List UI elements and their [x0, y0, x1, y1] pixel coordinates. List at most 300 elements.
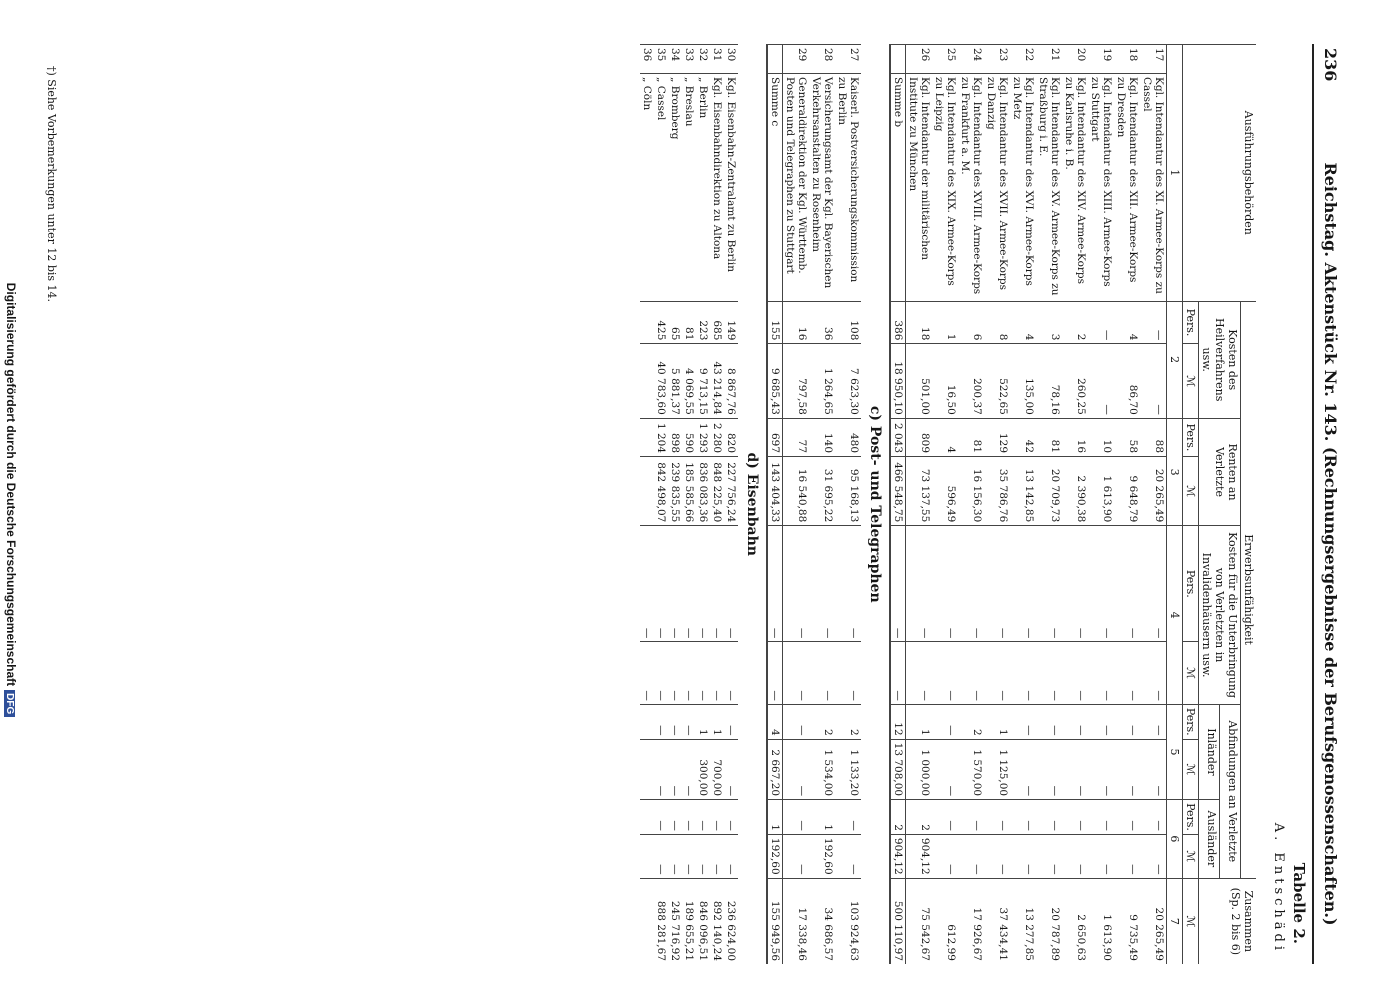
- column-number: 1: [1167, 45, 1183, 302]
- cell-p2: 2: [1062, 301, 1088, 344]
- cell-p3: [640, 418, 654, 456]
- col-header-group: Erwerbsunfähigkeit: [1241, 301, 1257, 878]
- cell-p6: —: [835, 800, 861, 835]
- cell-m3: 9 648,79: [1114, 457, 1140, 526]
- cell-m6: —: [1010, 834, 1036, 878]
- cell-p3: 2 280: [710, 418, 724, 456]
- cell-p6: —: [1062, 800, 1088, 835]
- row-number: 20: [1062, 45, 1088, 74]
- col-header-authority: Ausführungsbehörden: [1183, 45, 1257, 302]
- cell-m7: 846 096,51: [696, 878, 710, 964]
- cell-m4: —: [767, 642, 783, 705]
- cell-m4: —: [724, 642, 738, 705]
- cell-p2: 425: [654, 301, 668, 344]
- cell-m7: 9 735,49: [1114, 878, 1140, 964]
- cell-m3: 16 156,30: [958, 457, 984, 526]
- cell-p5: —: [668, 704, 682, 739]
- cell-m7: 103 924,63: [835, 878, 861, 964]
- cell-m6: —: [835, 834, 861, 878]
- authority-name: Versicherungsamt der Kgl. Bayerischen Verkehrsanstalten zu Rosenheim: [809, 74, 835, 302]
- sum-row: [767, 45, 783, 965]
- row-number: [890, 45, 906, 74]
- cell-m6: —: [1088, 834, 1114, 878]
- cell-p4: —: [724, 526, 738, 642]
- table-row: [1088, 45, 1114, 965]
- cell-p3: 2 043: [890, 418, 906, 456]
- row-number: 32: [696, 45, 710, 74]
- cell-m6: —: [783, 834, 810, 878]
- table-row: [984, 45, 1010, 965]
- authority-name: „ Cöln: [640, 74, 654, 302]
- table-row: [783, 45, 810, 965]
- page-number: 236: [1321, 48, 1340, 82]
- cell-m7: 892 140,24: [710, 878, 724, 964]
- cell-m2: 5 881,37: [668, 344, 682, 418]
- cell-m4: —: [906, 642, 933, 705]
- cell-p6: —: [654, 800, 668, 835]
- cell-p3: 140: [809, 418, 835, 456]
- cell-p6: —: [1114, 800, 1140, 835]
- cell-p2: [640, 301, 654, 344]
- row-number: 23: [984, 45, 1010, 74]
- cell-p5: —: [1036, 704, 1062, 739]
- cell-p2: 3: [1036, 301, 1062, 344]
- cell-m5: 1 534,00: [809, 739, 835, 799]
- cell-p4: —: [1114, 526, 1140, 642]
- cell-m2: 4 069,55: [682, 344, 696, 418]
- authority-name: „ Bromberg: [668, 74, 682, 302]
- table-label: Tabelle 2.: [1290, 862, 1308, 944]
- cell-p4: —: [984, 526, 1010, 642]
- row-number: 24: [958, 45, 984, 74]
- cell-m6: 192,60: [767, 834, 783, 878]
- row-number: 33: [682, 45, 696, 74]
- row-number: 28: [809, 45, 835, 74]
- cell-m6: —: [724, 834, 738, 878]
- table-row: [958, 45, 984, 965]
- cell-p4: —: [1062, 526, 1088, 642]
- row-number: 36: [640, 45, 654, 74]
- column-number: 5: [1167, 704, 1183, 799]
- cell-m6: 904,12: [906, 834, 933, 878]
- cell-m4: —: [668, 642, 682, 705]
- cell-m6: —: [958, 834, 984, 878]
- cell-p2: 155: [767, 301, 783, 344]
- table-row: [710, 45, 724, 965]
- rotated-page: [28, 44, 1348, 964]
- cell-m2: —: [1140, 344, 1167, 418]
- cell-p3: 42: [1010, 418, 1036, 456]
- section-label: A. Entschädi: [1271, 822, 1286, 954]
- cell-p5: —: [932, 704, 958, 739]
- col-header-auslaender: Ausländer: [1199, 800, 1220, 879]
- row-number: 26: [906, 45, 933, 74]
- table-row: [1010, 45, 1036, 965]
- cell-m3: 227 756,24: [724, 457, 738, 526]
- cell-m2: 8 867,76: [724, 344, 738, 418]
- cell-m3: [640, 457, 654, 526]
- cell-m3: 239 835,55: [668, 457, 682, 526]
- authority-name: Kgl. Intendantur des XIX. Armee-Korps zu Leipzig: [932, 74, 958, 302]
- cell-p5: 2: [958, 704, 984, 739]
- cell-p2: 36: [809, 301, 835, 344]
- cell-p3: 898: [668, 418, 682, 456]
- cell-p6: —: [724, 800, 738, 835]
- unit-pers: Pers.: [1183, 704, 1199, 739]
- cell-p3: 88: [1140, 418, 1167, 456]
- cell-p2: —: [1140, 301, 1167, 344]
- cell-p4: —: [682, 526, 696, 642]
- authority-name: „ Cassel: [654, 74, 668, 302]
- cell-m4: —: [1010, 642, 1036, 705]
- cell-m6: —: [668, 834, 682, 878]
- cell-p4: —: [1010, 526, 1036, 642]
- col-header-total: Zusammen (Sp. 2 bis 6): [1199, 878, 1257, 964]
- cell-p5: —: [1114, 704, 1140, 739]
- cell-p4: —: [767, 526, 783, 642]
- cell-p6: —: [932, 800, 958, 835]
- cell-m4: —: [710, 642, 724, 705]
- cell-p5: 1: [696, 704, 710, 739]
- cell-m4: —: [1088, 642, 1114, 705]
- unit-mark: ℳ: [1183, 878, 1199, 964]
- cell-p5: —: [783, 704, 810, 739]
- cell-m3: 35 786,76: [984, 457, 1010, 526]
- authority-name: Summe c: [767, 74, 783, 302]
- cell-m2: 43 214,84: [710, 344, 724, 418]
- cell-m7: 17 926,67: [958, 878, 984, 964]
- column-number: 3: [1167, 418, 1183, 526]
- cell-m2: 260,25: [1062, 344, 1088, 418]
- table-row: [724, 45, 738, 965]
- cell-m3: 596,49: [932, 457, 958, 526]
- cell-p3: 129: [984, 418, 1010, 456]
- row-number: [767, 45, 783, 74]
- cell-m2: 797,58: [783, 344, 810, 418]
- cell-p4: —: [958, 526, 984, 642]
- cell-m5: 1 570,00: [958, 739, 984, 799]
- footnote: †) Siehe Vorbemerkungen unter 12 bis 14.: [45, 66, 58, 303]
- cell-p2: 16: [783, 301, 810, 344]
- page-header: [1312, 44, 1342, 964]
- table-row: [809, 45, 835, 965]
- cell-p4: —: [835, 526, 861, 642]
- cell-p5: —: [1010, 704, 1036, 739]
- cell-m3: 13 142,85: [1010, 457, 1036, 526]
- cell-m5: —: [1010, 739, 1036, 799]
- table-row: [640, 45, 654, 965]
- cell-m7: 17 338,46: [783, 878, 810, 964]
- cell-p2: 18: [906, 301, 933, 344]
- cell-m4: —: [890, 642, 906, 705]
- cell-p4: —: [640, 526, 654, 642]
- cell-p4: —: [710, 526, 724, 642]
- cell-m6: —: [1062, 834, 1088, 878]
- cell-m2: 1 264,65: [809, 344, 835, 418]
- cell-m2: 18 950,10: [890, 344, 906, 418]
- authority-name: Kgl. Intendantur des XIII. Armee-Korps zu Stuttgart: [1088, 74, 1114, 302]
- cell-p4: —: [932, 526, 958, 642]
- cell-p3: 10: [1088, 418, 1114, 456]
- cell-p3: 590: [682, 418, 696, 456]
- row-number: 22: [1010, 45, 1036, 74]
- cell-p3: 1 204: [654, 418, 668, 456]
- cell-m4: —: [932, 642, 958, 705]
- authority-name: Kgl. Intendantur des XIV. Armee-Korps zu Karlsruhe i. B.: [1062, 74, 1088, 302]
- cell-m3: 73 137,55: [906, 457, 933, 526]
- table-row: [682, 45, 696, 965]
- cell-p5: —: [654, 704, 668, 739]
- authority-name: Kgl. Intendantur der militärischen Institute zu München: [906, 74, 933, 302]
- authority-name: Kgl. Intendantur des XV. Armee-Korps zu Straßburg i. E.: [1036, 74, 1062, 302]
- cell-p4: —: [1088, 526, 1114, 642]
- cell-m5: —: [682, 739, 696, 799]
- table-row: [835, 45, 861, 965]
- cell-p6: —: [1010, 800, 1036, 835]
- cell-m6: [640, 834, 654, 878]
- cell-m4: —: [1036, 642, 1062, 705]
- table-row: [1062, 45, 1088, 965]
- cell-m5: —: [724, 739, 738, 799]
- cell-p3: 480: [835, 418, 861, 456]
- cell-m7: 2 650,63: [1062, 878, 1088, 964]
- cell-p3: 16: [1062, 418, 1088, 456]
- authority-name: Generaldirektion der Kgl. Württemb. Posten und Telegraphen zu Stuttgart: [783, 74, 810, 302]
- cell-p4: —: [668, 526, 682, 642]
- cell-m5: —: [783, 739, 810, 799]
- cell-p2: —: [1088, 301, 1114, 344]
- cell-m2: 9 685,43: [767, 344, 783, 418]
- cell-m3: 848 225,40: [710, 457, 724, 526]
- cell-p5: 12: [890, 704, 906, 739]
- cell-m5: —: [668, 739, 682, 799]
- unit-pers: Pers.: [1183, 800, 1199, 835]
- cell-p6: —: [696, 800, 710, 835]
- cell-p6: [640, 800, 654, 835]
- cell-p6: —: [783, 800, 810, 835]
- cell-p4: —: [654, 526, 668, 642]
- authority-name: Kgl. Eisenbahndirektion zu Altona: [710, 74, 724, 302]
- cell-p2: 149: [724, 301, 738, 344]
- table-subheader: [1271, 44, 1308, 964]
- unit-mark: ℳ: [1183, 457, 1199, 526]
- cell-p2: 1: [932, 301, 958, 344]
- cell-m7: 37 434,41: [984, 878, 1010, 964]
- cell-p4: —: [1036, 526, 1062, 642]
- cell-p4: —: [1140, 526, 1167, 642]
- cell-p5: —: [682, 704, 696, 739]
- column-number-row: [1167, 45, 1183, 965]
- cell-m5: 300,00: [696, 739, 710, 799]
- cell-p4: —: [906, 526, 933, 642]
- cell-m5: 2 667,20: [767, 739, 783, 799]
- cell-m5: 700,00: [710, 739, 724, 799]
- cell-p3: 809: [906, 418, 933, 456]
- unit-mark: ℳ: [1183, 834, 1199, 878]
- cell-m2: 86,70: [1114, 344, 1140, 418]
- cell-m4: —: [1062, 642, 1088, 705]
- section-heading: d) Eisenbahn: [744, 452, 760, 556]
- cell-m7: 888 281,67: [654, 878, 668, 964]
- cell-p2: 8: [984, 301, 1010, 344]
- sum-row: [890, 45, 906, 965]
- cell-p5: 2: [809, 704, 835, 739]
- col-header-abfindungen: Abfindungen an Verletzte: [1220, 704, 1241, 878]
- data-table: [640, 44, 1256, 964]
- authority-name: Kgl. Eisenbahn-Zentralamt zu Berlin: [724, 74, 738, 302]
- row-number: 19: [1088, 45, 1114, 74]
- table-row: [1114, 45, 1140, 965]
- row-number: 29: [783, 45, 810, 74]
- cell-p6: 1: [767, 800, 783, 835]
- cell-p5: 1: [906, 704, 933, 739]
- document-page: [28, 44, 1348, 964]
- unit-mark: ℳ: [1183, 739, 1199, 799]
- row-number: 34: [668, 45, 682, 74]
- table-head: [1167, 45, 1257, 965]
- cell-p6: —: [1036, 800, 1062, 835]
- side-note: [0, 0, 22, 1000]
- cell-m4: —: [809, 642, 835, 705]
- cell-m6: —: [654, 834, 668, 878]
- cell-p3: 697: [767, 418, 783, 456]
- column-number: 7: [1167, 878, 1183, 964]
- cell-m4: —: [984, 642, 1010, 705]
- column-number: 4: [1167, 526, 1183, 705]
- row-number: 21: [1036, 45, 1062, 74]
- cell-m3: 143 404,33: [767, 457, 783, 526]
- authority-name: Kgl. Intendantur des XI. Armee-Korps zu Cassel: [1140, 74, 1167, 302]
- cell-m7: [640, 878, 654, 964]
- row-number: 35: [654, 45, 668, 74]
- cell-m4: —: [835, 642, 861, 705]
- cell-p6: —: [682, 800, 696, 835]
- cell-m7: 75 542,67: [906, 878, 933, 964]
- cell-m6: —: [682, 834, 696, 878]
- column-number: 2: [1167, 301, 1183, 418]
- cell-m7: 612,99: [932, 878, 958, 964]
- authority-name: Kaiserl. Postversicherungskommission zu Berlin: [835, 74, 861, 302]
- table-row: [668, 45, 682, 965]
- cell-m2: 522,65: [984, 344, 1010, 418]
- cell-m2: 78,16: [1036, 344, 1062, 418]
- cell-p6: 1: [809, 800, 835, 835]
- cell-m4: —: [783, 642, 810, 705]
- cell-p5: —: [1140, 704, 1167, 739]
- cell-m3: 31 695,22: [809, 457, 835, 526]
- section-row: [738, 45, 767, 965]
- row-number: 25: [932, 45, 958, 74]
- cell-m3: 20 265,49: [1140, 457, 1167, 526]
- cell-p5: 4: [767, 704, 783, 739]
- cell-p6: 2: [890, 800, 906, 835]
- cell-p2: 386: [890, 301, 906, 344]
- cell-m7: 155 949,56: [767, 878, 783, 964]
- cell-p3: 1 293: [696, 418, 710, 456]
- cell-m6: 192,60: [809, 834, 835, 878]
- table-row: [696, 45, 710, 965]
- authority-name: Kgl. Intendantur des XVIII. Armee-Korps zu Frankfurt a. M.: [958, 74, 984, 302]
- cell-m2: —: [1088, 344, 1114, 418]
- cell-m7: 189 655,21: [682, 878, 696, 964]
- page-title: Reichstag. Aktenstück Nr. 143. (Rechnungsergebnisse der Berufsgenossenschaften.): [1321, 162, 1340, 926]
- cell-m5: —: [654, 739, 668, 799]
- cell-p2: 223: [696, 301, 710, 344]
- cell-p6: —: [984, 800, 1010, 835]
- col-header-inlaender: Inländer: [1199, 704, 1220, 799]
- cell-m6: —: [696, 834, 710, 878]
- cell-m6: —: [1140, 834, 1167, 878]
- cell-p6: —: [710, 800, 724, 835]
- cell-m5: 1 125,00: [984, 739, 1010, 799]
- cell-m4: —: [682, 642, 696, 705]
- cell-m3: 842 498,07: [654, 457, 668, 526]
- row-number: 27: [835, 45, 861, 74]
- cell-p3: 81: [1036, 418, 1062, 456]
- unit-mark: ℳ: [1183, 642, 1199, 705]
- cell-m5: —: [1114, 739, 1140, 799]
- cell-m2: 9 713,15: [696, 344, 710, 418]
- cell-m4: —: [654, 642, 668, 705]
- cell-p5: —: [724, 704, 738, 739]
- cell-m7: 34 686,57: [809, 878, 835, 964]
- cell-p4: —: [696, 526, 710, 642]
- cell-p2: 4: [1114, 301, 1140, 344]
- authority-name: „ Breslau: [682, 74, 696, 302]
- dfg-logo: DFG: [4, 690, 15, 717]
- cell-m4: —: [640, 642, 654, 705]
- cell-p3: 81: [958, 418, 984, 456]
- cell-m6: —: [932, 834, 958, 878]
- cell-p4: —: [783, 526, 810, 642]
- cell-p3: 77: [783, 418, 810, 456]
- cell-m7: 1 613,90: [1088, 878, 1114, 964]
- table-row: [1036, 45, 1062, 965]
- cell-p5: 1: [710, 704, 724, 739]
- cell-m7: 245 716,92: [668, 878, 682, 964]
- cell-m6: —: [984, 834, 1010, 878]
- table-row: [654, 45, 668, 965]
- cell-m3: 185 585,66: [682, 457, 696, 526]
- cell-m3: 466 548,75: [890, 457, 906, 526]
- cell-m4: —: [958, 642, 984, 705]
- cell-m7: 13 277,85: [1010, 878, 1036, 964]
- authority-name: „ Berlin: [696, 74, 710, 302]
- cell-m6: —: [710, 834, 724, 878]
- column-number: 6: [1167, 800, 1183, 879]
- cell-m3: 16 540,88: [783, 457, 810, 526]
- row-number: 17: [1140, 45, 1167, 74]
- cell-m2: 200,37: [958, 344, 984, 418]
- cell-p3: 820: [724, 418, 738, 456]
- cell-p5: —: [1062, 704, 1088, 739]
- cell-m3: 836 083,36: [696, 457, 710, 526]
- cell-m2: 135,00: [1010, 344, 1036, 418]
- cell-p4: —: [809, 526, 835, 642]
- cell-m5: —: [1036, 739, 1062, 799]
- cell-p3: 4: [932, 418, 958, 456]
- table-body: [640, 45, 1167, 965]
- cell-p5: 2: [835, 704, 861, 739]
- authority-name: Kgl. Intendantur des XVI. Armee-Korps zu Metz: [1010, 74, 1036, 302]
- cell-m2: 7 623,30: [835, 344, 861, 418]
- section-heading: c) Post- und Telegraphen: [867, 405, 883, 603]
- cell-m5: 1 000,00: [906, 739, 933, 799]
- col-header-renten: Renten an Verletzte: [1199, 418, 1241, 526]
- cell-m6: —: [1036, 834, 1062, 878]
- cell-m3: 2 390,38: [1062, 457, 1088, 526]
- cell-m6: —: [1114, 834, 1140, 878]
